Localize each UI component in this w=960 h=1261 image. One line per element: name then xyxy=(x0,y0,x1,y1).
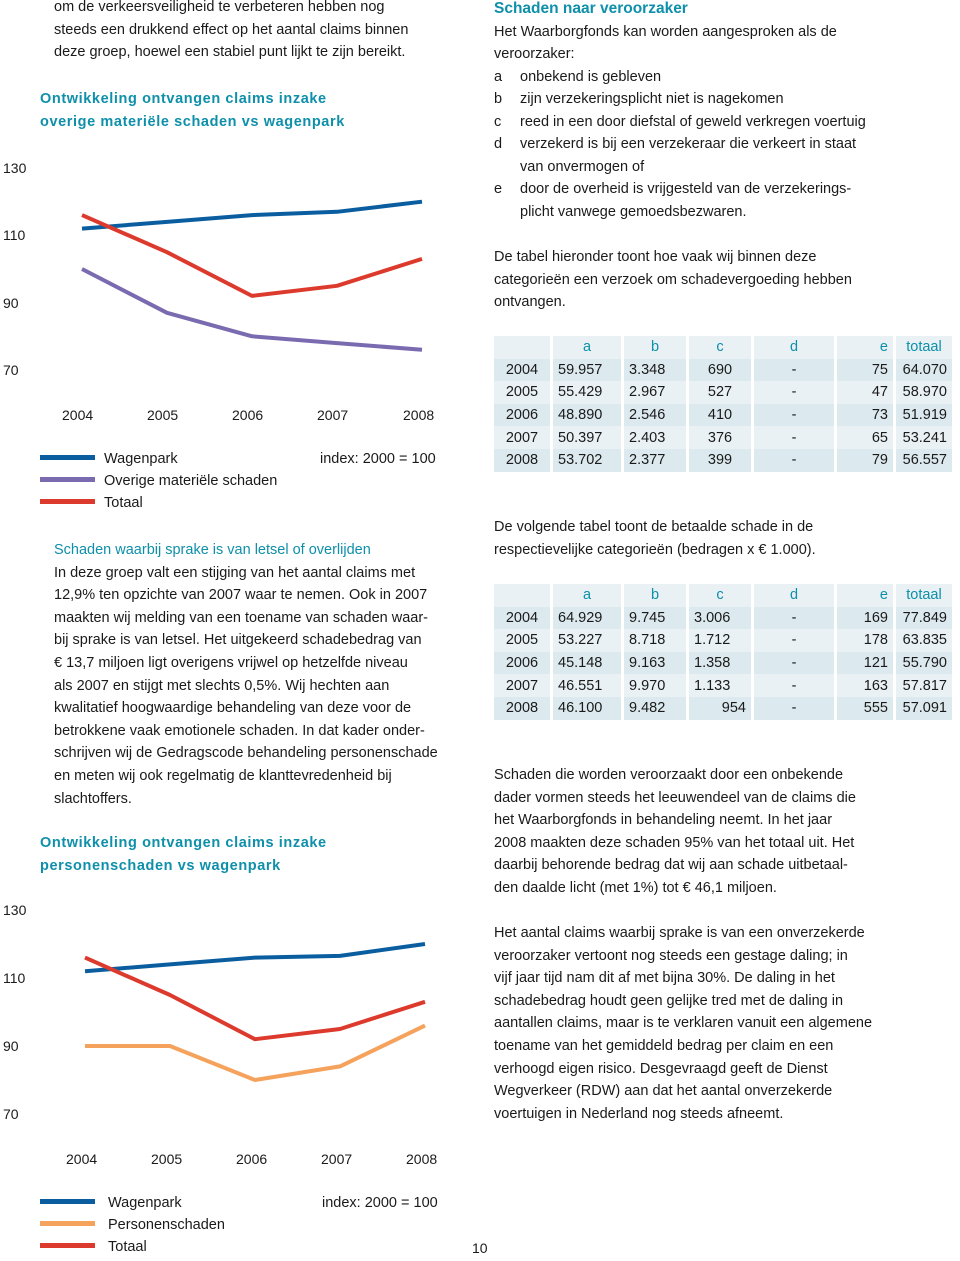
body-line: € 13,7 miljoen ligt overigens vrijwel op hetzelfde niveau xyxy=(54,654,408,671)
table-cell: - xyxy=(751,359,834,382)
section-letsel xyxy=(54,539,464,810)
table-cell: 1.358 xyxy=(686,652,751,675)
table-cell: 954 xyxy=(686,697,751,720)
x-tick-label: 2004 xyxy=(62,407,94,423)
body-line: respectievelijke categorieën (bedragen x € 1.000). xyxy=(494,541,816,558)
table-header-cell: c xyxy=(686,336,751,359)
body-line: categorieën een verzoek om schadevergoeding hebben xyxy=(494,271,852,288)
table-row xyxy=(494,607,952,630)
legend-label: Personenschaden xyxy=(108,1217,225,1233)
body-line: vijf jaar tijd nam dit af met bijna 30%. De daling in het xyxy=(494,970,835,987)
body-line: schadebedrag houdt geen gelijke tred met de daling in xyxy=(494,992,844,1009)
table-cell: 555 xyxy=(834,697,893,720)
table-header-row xyxy=(494,584,952,607)
legend-swatch xyxy=(40,455,95,460)
table-cell: 169 xyxy=(834,607,893,630)
intro-line: deze groep, hoewel een stabiel punt lijkt te zijn bereikt. xyxy=(54,44,406,61)
table-row xyxy=(494,674,952,697)
table-cell: 9.745 xyxy=(621,607,686,630)
chart2-plot xyxy=(0,892,470,1182)
body-line: Wegverkeer (RDW) aan dat het aantal onverzekerde xyxy=(494,1083,833,1100)
table-row xyxy=(494,426,952,449)
legend-item xyxy=(40,495,340,517)
body-line: kwalitatief hoogwaardige behandeling van deze voor de xyxy=(54,700,412,717)
table-cell: 73 xyxy=(834,404,893,427)
table-cell: 48.890 xyxy=(550,404,621,427)
x-tick-label: 2006 xyxy=(232,407,264,423)
table-cell: 8.718 xyxy=(621,629,686,652)
intro-paragraph xyxy=(54,0,454,64)
series-line-overige-materi-le-schaden xyxy=(82,269,422,350)
table-cell: 47 xyxy=(834,381,893,404)
table-cell: 77.849 xyxy=(893,607,952,630)
table-header-cell: a xyxy=(550,584,621,607)
table-cell: 1.133 xyxy=(686,674,751,697)
list-text: reed in een door diefstal of geweld verkregen voertuig xyxy=(520,114,866,130)
table-header-cell: e xyxy=(834,584,893,607)
table-cell: 2.403 xyxy=(621,426,686,449)
table-cell: 79 xyxy=(834,449,893,472)
list-key: b xyxy=(494,91,503,107)
body-line: Het aantal claims waarbij sprake is van een onverzekerde xyxy=(494,925,865,941)
y-tick-label: 90 xyxy=(3,295,19,311)
body-line: 12,9% ten opzichte van 2007 waar te nemen. Ook in 2007 xyxy=(54,587,428,604)
table-cell: - xyxy=(751,674,834,697)
table-row xyxy=(494,404,952,427)
table-cell: - xyxy=(751,652,834,675)
body-line: Schaden die worden veroorzaakt door een onbekende xyxy=(494,767,844,783)
table-cell: 2.967 xyxy=(621,381,686,404)
legend-item xyxy=(40,473,340,495)
paid-damages-table xyxy=(494,584,952,720)
table-cell: 9.482 xyxy=(621,697,686,720)
table-row xyxy=(494,381,952,404)
table-cell: 2008 xyxy=(494,449,550,472)
table-cell: 2.546 xyxy=(621,404,686,427)
table-header-cell: totaal xyxy=(893,336,952,359)
chart1 xyxy=(0,150,470,440)
table-cell: 2008 xyxy=(494,697,550,720)
table-cell: - xyxy=(751,629,834,652)
table-cell: 46.551 xyxy=(550,674,621,697)
table-cell: 59.957 xyxy=(550,359,621,382)
list-text-line: plicht vanwege gemoedsbezwaren. xyxy=(520,203,747,220)
x-tick-label: 2006 xyxy=(236,1151,268,1167)
table-header-cell: d xyxy=(751,336,834,359)
intro-line: om de verkeersveiligheid te verbeteren hebben nog xyxy=(54,0,385,15)
table-cell: - xyxy=(751,426,834,449)
list-item xyxy=(494,178,934,223)
x-tick-label: 2007 xyxy=(321,1151,353,1167)
table-cell: - xyxy=(751,449,834,472)
body-line: veroorzaker vertoont nog steeds een gestage daling; in xyxy=(494,947,848,964)
list-key: c xyxy=(494,114,502,130)
legend-swatch xyxy=(40,499,95,504)
table-cell: - xyxy=(751,607,834,630)
chart1-title-line: overige materiële schaden vs wagenpark xyxy=(40,113,345,130)
table-cell: - xyxy=(751,404,834,427)
table-cell: 527 xyxy=(686,381,751,404)
series-line-totaal xyxy=(85,958,425,1040)
table-cell: 46.100 xyxy=(550,697,621,720)
body-line: veroorzaker: xyxy=(494,46,575,63)
section-veroorzaker xyxy=(494,0,934,66)
table-header-cell xyxy=(494,584,550,607)
legend-label: Overige materiële schaden xyxy=(104,473,278,489)
body-line: als 2007 en stijgt met slechts 0,5%. Wij hechten aan xyxy=(54,677,390,694)
list-item xyxy=(494,133,934,178)
table-header-cell: a xyxy=(550,336,621,359)
body-line: en meten wij ook regelmatig de klanttevredenheid bij xyxy=(54,767,392,784)
table-row xyxy=(494,697,952,720)
list-item xyxy=(494,66,934,88)
table-cell: 55.429 xyxy=(550,381,621,404)
table-cell: 65 xyxy=(834,426,893,449)
body-line: De tabel hieronder toont hoe vaak wij binnen deze xyxy=(494,249,817,265)
table-cell: 2006 xyxy=(494,652,550,675)
x-tick-label: 2007 xyxy=(317,407,349,423)
table-cell: 690 xyxy=(686,359,751,382)
list-text-line: verzekerd is bij een verzekeraar die verkeert in staat xyxy=(520,136,857,152)
chart1-title xyxy=(40,88,460,133)
table-cell: 64.070 xyxy=(893,359,952,382)
body-line: ontvangen. xyxy=(494,294,566,311)
body-line: toename van het gemiddeld bedrag per claim en een xyxy=(494,1037,834,1054)
body-line: betrokkene vaak emotionele schaden. In dat kader onder- xyxy=(54,722,425,739)
list-item xyxy=(494,88,934,110)
y-tick-label: 90 xyxy=(3,1038,19,1054)
table-cell: - xyxy=(751,697,834,720)
body-line: maakten wij melding van een toename van schaden waar- xyxy=(54,609,428,626)
list-item xyxy=(494,111,934,133)
table-cell: 63.835 xyxy=(893,629,952,652)
legend-swatch xyxy=(40,477,95,482)
page-number: 10 xyxy=(472,1240,488,1256)
chart1-plot xyxy=(0,150,470,440)
table-cell: 1.712 xyxy=(686,629,751,652)
legend-label: Wagenpark xyxy=(108,1195,182,1211)
table-cell: 9.163 xyxy=(621,652,686,675)
table-cell: 3.348 xyxy=(621,359,686,382)
table-cell: 2007 xyxy=(494,674,550,697)
legend-item xyxy=(40,1239,340,1261)
table-cell: 2004 xyxy=(494,359,550,382)
table-row xyxy=(494,629,952,652)
table-cell: 3.006 xyxy=(686,607,751,630)
list-text: onbekend is gebleven xyxy=(520,69,662,85)
table-cell: 2005 xyxy=(494,381,550,404)
y-tick-label: 110 xyxy=(3,970,26,986)
table-cell: 57.091 xyxy=(893,697,952,720)
list-key: d xyxy=(494,136,503,152)
y-tick-label: 70 xyxy=(3,362,19,378)
y-tick-label: 70 xyxy=(3,1106,19,1122)
table-header-cell xyxy=(494,336,550,359)
x-tick-label: 2005 xyxy=(147,407,179,423)
table-cell: 53.241 xyxy=(893,426,952,449)
body-line: bij sprake is van letsel. Het uitgekeerd schadebedrag van xyxy=(54,632,422,649)
body-line: den daalde licht (met 1%) tot € 46,1 miljoen. xyxy=(494,879,777,896)
x-tick-label: 2008 xyxy=(403,407,435,423)
section-heading: Schaden naar veroorzaker xyxy=(494,0,688,17)
x-tick-label: 2008 xyxy=(406,1151,438,1167)
intro-line: steeds een drukkend effect op het aantal claims binnen xyxy=(54,21,409,38)
chart2-title-line: personenschaden vs wagenpark xyxy=(40,857,281,874)
table-cell: 2007 xyxy=(494,426,550,449)
paragraph-onbekende-dader xyxy=(494,764,934,900)
section-body xyxy=(54,562,464,811)
list-text-line: van onvermogen of xyxy=(520,158,645,175)
table-cell: 53.702 xyxy=(550,449,621,472)
body-line: dader vormen steeds het leeuwendeel van de claims die xyxy=(494,789,856,806)
table-cell: 2.377 xyxy=(621,449,686,472)
list-text: zijn verzekeringsplicht niet is nagekomen xyxy=(520,91,784,107)
body-line: 2008 maakten deze schaden 95% van het totaal uit. Het xyxy=(494,834,855,851)
table2-intro xyxy=(494,516,934,561)
table-cell: 56.557 xyxy=(893,449,952,472)
legend-swatch xyxy=(40,1221,95,1226)
legend-swatch xyxy=(40,1199,95,1204)
table-cell: 121 xyxy=(834,652,893,675)
table-cell: 163 xyxy=(834,674,893,697)
table-cell: 58.970 xyxy=(893,381,952,404)
chart1-title-line: Ontwikkeling ontvangen claims inzake xyxy=(40,91,327,107)
index-note: index: 2000 = 100 xyxy=(322,1195,438,1211)
body-line: In deze groep valt een stijging van het aantal claims met xyxy=(54,564,416,581)
table-header-cell: b xyxy=(621,584,686,607)
y-tick-label: 130 xyxy=(3,902,27,918)
table-cell: 9.970 xyxy=(621,674,686,697)
table-cell: 2005 xyxy=(494,629,550,652)
chart2 xyxy=(0,892,470,1182)
list-text xyxy=(520,178,940,223)
table-cell: 64.929 xyxy=(550,607,621,630)
table-cell: 45.148 xyxy=(550,652,621,675)
table-row xyxy=(494,449,952,472)
body-line: schrijven wij de Gedragscode behandeling personenschade xyxy=(54,745,438,762)
y-tick-label: 130 xyxy=(3,160,27,176)
legend-item xyxy=(40,451,460,473)
section-heading: Schaden waarbij sprake is van letsel of overlijden xyxy=(54,542,371,558)
series-line-wagenpark xyxy=(82,202,422,229)
list-key: a xyxy=(494,69,503,85)
table-row xyxy=(494,359,952,382)
body-line: verhoogd eigen risico. Desgevraagd geeft de Dienst xyxy=(494,1060,828,1077)
table-cell: - xyxy=(751,381,834,404)
body-line: het Waarborgfonds in behandeling neemt. In het jaar xyxy=(494,812,833,829)
table-header-cell: b xyxy=(621,336,686,359)
x-tick-label: 2005 xyxy=(151,1151,183,1167)
body-line: daarbij behorende bedrag dat wij aan schade uitbetaal- xyxy=(494,857,848,874)
legend-label: Totaal xyxy=(104,495,143,511)
table-cell: 178 xyxy=(834,629,893,652)
table-cell: 2004 xyxy=(494,607,550,630)
body-line: aantallen claims, maar is te verklaren vanuit een algemene xyxy=(494,1015,873,1032)
paragraph-onverzekerd xyxy=(494,922,934,1125)
table-header-cell: totaal xyxy=(893,584,952,607)
body-line: voertuigen in Nederland nog steeds afneemt. xyxy=(494,1105,784,1122)
chart2-title-line: Ontwikkeling ontvangen claims inzake xyxy=(40,835,327,851)
table-cell: 2006 xyxy=(494,404,550,427)
series-line-personenschaden xyxy=(85,1026,425,1080)
table-header-cell: c xyxy=(686,584,751,607)
table-cell: 53.227 xyxy=(550,629,621,652)
table-header-cell: e xyxy=(834,336,893,359)
series-line-totaal xyxy=(82,215,422,296)
table-cell: 376 xyxy=(686,426,751,449)
table-cell: 399 xyxy=(686,449,751,472)
legend-item xyxy=(40,1195,460,1217)
list-key: e xyxy=(494,181,503,197)
body-line: Het Waarborgfonds kan worden aangesproken als de xyxy=(494,23,837,40)
list-text xyxy=(520,133,940,178)
body-line: De volgende tabel toont de betaalde schade in de xyxy=(494,519,814,535)
table-cell: 57.817 xyxy=(893,674,952,697)
x-tick-label: 2004 xyxy=(66,1151,98,1167)
y-tick-label: 110 xyxy=(3,227,26,243)
legend-label: Wagenpark xyxy=(104,451,178,467)
chart2-title xyxy=(40,832,460,877)
index-note: index: 2000 = 100 xyxy=(320,451,436,467)
list-text-line: door de overheid is vrijgesteld van de verzekerings- xyxy=(520,181,852,197)
table-row xyxy=(494,652,952,675)
table1-intro xyxy=(494,246,934,314)
table-cell: 75 xyxy=(834,359,893,382)
legend-item xyxy=(40,1217,340,1239)
series-line-wagenpark xyxy=(85,944,425,971)
table-header-cell: d xyxy=(751,584,834,607)
table-cell: 50.397 xyxy=(550,426,621,449)
table-header-row xyxy=(494,336,952,359)
body-line: slachtoffers. xyxy=(54,790,132,807)
claims-count-table xyxy=(494,336,952,472)
table-cell: 51.919 xyxy=(893,404,952,427)
table-cell: 55.790 xyxy=(893,652,952,675)
legend-label: Totaal xyxy=(108,1239,147,1255)
table-cell: 410 xyxy=(686,404,751,427)
legend-swatch xyxy=(40,1243,95,1248)
